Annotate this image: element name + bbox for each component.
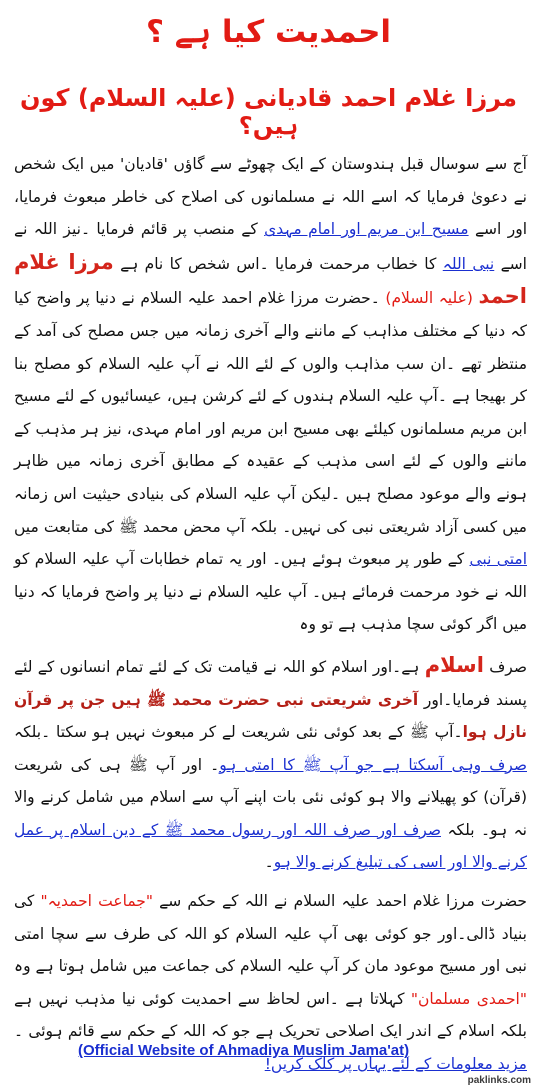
islam-word: اسلام xyxy=(424,652,484,677)
ahmadi-muslim-term: "احمدی مسلمان" xyxy=(410,989,527,1008)
jamaat-name: "جماعت احمدیہ" xyxy=(40,892,154,911)
text-segment: ۔ اور آپ ﷺ ہی کی شریعت (قرآن) کو پھیلانے والا ہو کوئی نئی بات اپنے آپ سے اسلام میں شامل کرنے والا نہ ہو۔ بلکہ xyxy=(14,755,527,839)
founder-name: مرزا غلام احمد xyxy=(14,249,527,309)
watermark: paklinks.com xyxy=(467,1075,531,1086)
article-body xyxy=(14,148,527,1081)
page-title: احمدیت کیا ہے ؟ xyxy=(145,14,392,50)
last-prophet-highlight: آخری شریعتی نبی حضرت محمد ﷺ ہیں جن پر قرآن نازل ہوا xyxy=(14,690,527,742)
text-segment: ۔حضرت مرزا غلام احمد علیہ السلام نے دنیا پر واضح کیا کہ دنیا کے مختلف مذاہب کے ماننے والے آخری زمانہ میں جس مصلح کی آمد کے منتظر تھے ۔ان سب مذاہب والوں کے لئے اللہ نے آپ علیہ السلام کو مصلح بنا کر بھیجا ہے ۔آپ علیہ السلام ہندوں کے لئے کرشن ہیں، عیسائیوں کے لئے مسیح ابن مریم مسلمانوں کیلئے بھی مسیح ابن مریم اور امام مہدی، نیز ہر مذہب کے ماننے والوں کے لئے اسی مذہب کے عقیدہ کے مطابق آخری زمانہ میں ظاہر ہونے والے موعود مصلح ہیں ۔لیکن آپ علیہ السلام کی بنیادی حیثیت اس زمانہ میں کسی آزاد شریعتی نبی کی نہیں۔ بلکہ آپ محض محمد ﷺ کی متابعت میں xyxy=(14,289,527,536)
link-ummati-only[interactable]: صرف وہی آسکتا ہے جو آپ ﷺ کا امتی ہو xyxy=(219,755,527,774)
text-segment: کے طور پر مبعوث ہوئے ہیں۔ اور یہ تمام خطابات آپ علیہ السلام کو اللہ نے خود مرحمت فرمائے ہیں۔ آپ علیہ السلام نے دنیا پر واضح فرمایا کہ دنیا میں اگر کوئی سچا مذہب ہے تو وہ xyxy=(14,550,527,634)
text-segment: کی بنیاد ڈالی۔اور جو کوئی بھی آپ علیہ السلام کو اللہ کی طرف سے سچا امتی نبی اور مسیح موعود مان کر آپ علیہ السلام کی جماعت میں شامل ہوتا ہے وہ xyxy=(14,892,527,976)
text-segment: کے منصب پر قائم فرمایا ۔نیز اللہ نے اسے xyxy=(14,220,527,273)
paragraph-2 xyxy=(14,649,527,879)
honorific: (علیہ السلام) xyxy=(379,289,479,308)
text-segment: ہے۔اور اسلام کو اللہ نے قیامت تک کے لئے تمام انسانوں کے لئے پسند فرمایا۔اور xyxy=(14,657,527,709)
link-follow-islam[interactable]: صرف اور صرف اللہ اور رسول محمد ﷺ کے دین اسلام پر عمل کرنے والا اور اسی کی تبلیغ کرنے والا ہو xyxy=(14,820,527,872)
text-segment: صرف xyxy=(483,657,527,676)
link-ummati-nabi[interactable]: امتی نبی xyxy=(469,550,527,569)
text-segment: کہلاتا ہے ۔اس لحاظ سے احمدیت کوئی نیا مذہب نہیں ہے بلکہ اسلام کے اندر ایک اصلاحی تحریک ہے جو کہ اللہ کے حکم سے قائم ہوئی ۔ xyxy=(14,989,527,1041)
link-nabi-allah[interactable]: نبی اللہ xyxy=(442,254,495,273)
text-segment: ۔آپ ﷺ کے بعد کوئی نئی شریعت لے کر مبعوث نہیں ہو سکتا ۔بلکہ xyxy=(14,723,463,742)
text-segment: کا خطاب مرحمت فرمایا ۔اس شخص کا نام ہے xyxy=(113,254,443,273)
paragraph-1 xyxy=(14,148,527,641)
text-segment: آج سے سوسال قبل ہندوستان کے ایک چھوٹے سے گاؤں 'قادیان' میں ایک شخص نے دعویٰ فرمایا کہ اسے اللہ نے مسلمانوں کی اصلاح کی خاطر مبعوث فرمایا، اور اسے xyxy=(14,155,527,239)
more-info-link[interactable]: مزید معلومات کے لئے یہاں پر کلک کریں! xyxy=(264,1055,527,1074)
text-segment: ۔ xyxy=(264,853,274,872)
official-website-link[interactable]: (Official Website of Ahmadiya Muslim Jama'at) xyxy=(78,1042,410,1059)
text-segment: حضرت مرزا غلام احمد علیہ السلام نے اللہ کے حکم سے xyxy=(153,892,527,911)
link-messiah-mahdi[interactable]: مسیح ابن مریم اور امام مہدی xyxy=(264,220,469,239)
page-subtitle: مرزا غلام احمد قادیانی (علیہ السلام) کون ہیں؟ xyxy=(20,84,517,140)
